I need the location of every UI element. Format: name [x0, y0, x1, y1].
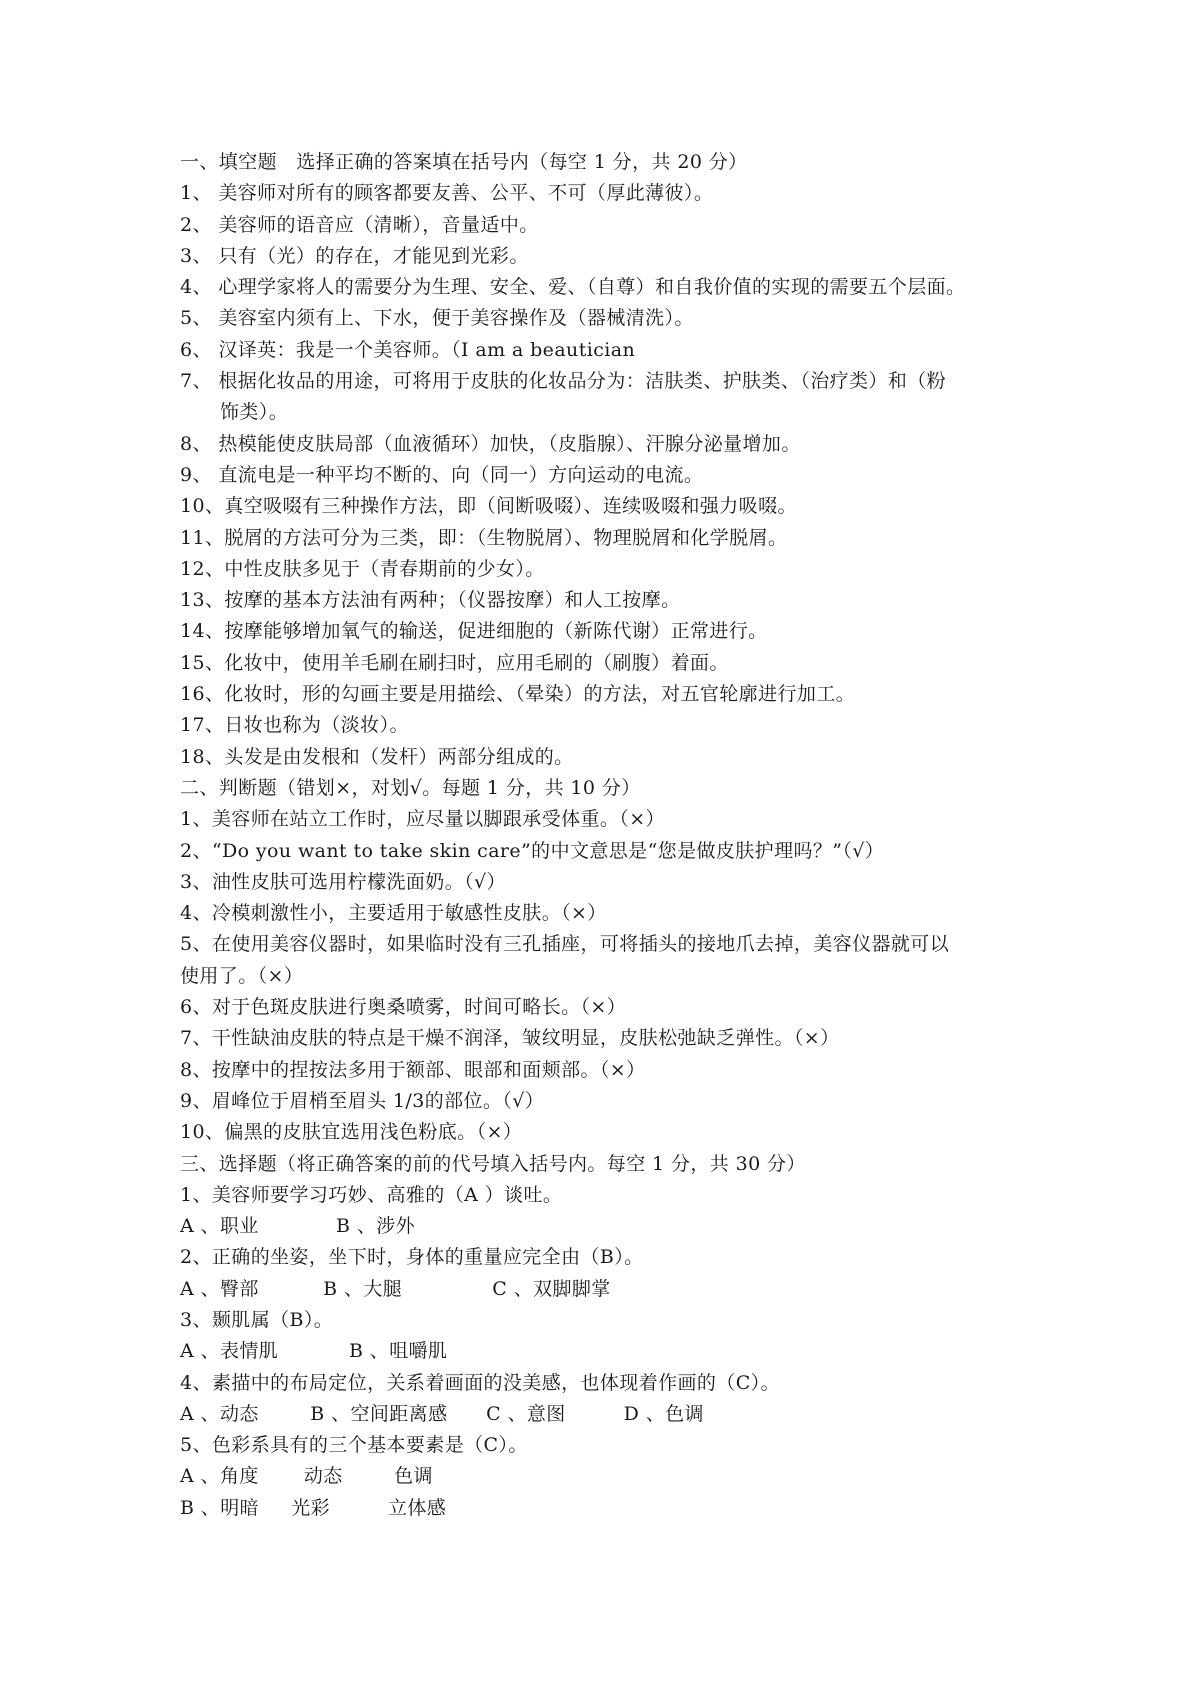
question-item: 6、对于色斑皮肤进行奥桑喷雾，时间可略长。（×） — [180, 996, 627, 1019]
question-item: 18、头发是由发根和（发杆）两部分组成的。 — [180, 745, 574, 768]
answer-options: A 、表情肌 B 、咀嚼肌 — [180, 1340, 448, 1363]
question-item: 1、美容师要学习巧妙、高雅的（A ）谈吐。 — [180, 1183, 563, 1206]
question-item: 5、 美容室内须有上、下水，便于美容操作及（器械清洗）。 — [180, 307, 694, 330]
question-item-continuation: 使用了。（×） — [180, 964, 304, 987]
question-item: 14、按摩能够增加氧气的输送，促进细胞的（新陈代谢）正常进行。 — [180, 620, 768, 643]
question-item: 11、脱屑的方法可分为三类，即：（生物脱屑）、物理脱屑和化学脱屑。 — [180, 526, 788, 549]
question-item: 16、化妆时，形的勾画主要是用描绘、（晕染）的方法，对五官轮廓进行加工。 — [180, 683, 856, 706]
question-item: 13、按摩的基本方法油有两种；（仪器按摩）和人工按摩。 — [180, 589, 681, 612]
question-item: 8、 热模能使皮肤局部（血液循环）加快，（皮脂腺）、汗腺分泌量增加。 — [180, 432, 801, 455]
answer-options: A 、职业 B 、涉外 — [180, 1215, 416, 1238]
question-item: 2、“Do you want to take skin care”的中文意思是“您是做皮肤护理吗？”（√） — [180, 839, 885, 862]
question-item: 4、冷模刺激性小，主要适用于敏感性皮肤。（×） — [180, 902, 607, 925]
question-item: 3、油性皮肤可选用柠檬洗面奶。（√） — [180, 870, 506, 893]
section-title-true-false: 二、判断题（错划×，对划√。每题 1 分，共 10 分） — [180, 776, 641, 799]
question-item: 5、色彩系具有的三个基本要素是（C）。 — [180, 1434, 528, 1457]
question-item: 15、化妆中，使用羊毛刷在刷扫时，应用毛刷的（刷腹）着面。 — [180, 651, 729, 674]
question-item: 6、 汉译英：我是一个美容师。（I am a beautician — [180, 338, 636, 361]
section-title-fill-in: 一、填空题 选择正确的答案填在括号内（每空 1 分，共 20 分） — [180, 151, 748, 173]
answer-options: A 、角度 动态 色调 — [180, 1465, 433, 1488]
answer-options: A 、臀部 B 、大腿 C 、双脚脚掌 — [180, 1277, 611, 1300]
question-item: 7、干性缺油皮肤的特点是干燥不润泽，皱纹明显，皮肤松弛缺乏弹性。（×） — [180, 1027, 840, 1050]
question-item: 3、颞肌属（B）。 — [180, 1308, 334, 1331]
question-item: 1、美容师在站立工作时，应尽量以脚跟承受体重。（×） — [180, 808, 665, 831]
question-item-continuation: 饰类）。 — [220, 401, 289, 424]
question-item: 4、 心理学家将人的需要分为生理、安全、爱、（自尊）和自我价值的实现的需要五个层面。 — [180, 276, 966, 299]
question-item: 1、 美容师对所有的顾客都要友善、公平、不可（厚此薄彼）。 — [180, 182, 714, 205]
question-item: 9、眉峰位于眉梢至眉头 1/3的部位。（√） — [180, 1089, 545, 1112]
question-item: 8、按摩中的捏按法多用于额部、眼部和面颊部。（×） — [180, 1058, 646, 1081]
question-item: 17、日妆也称为（淡妆）。 — [180, 714, 409, 737]
question-item: 2、 美容师的语音应（清晰），音量适中。 — [180, 213, 539, 236]
question-item: 4、素描中的布局定位，关系着画面的没美感，也体现着作画的（C）。 — [180, 1371, 780, 1394]
question-item: 3、 只有（光）的存在，才能见到光彩。 — [180, 244, 529, 267]
answer-options: B 、明暗 光彩 立体感 — [180, 1496, 447, 1519]
question-item: 10、真空吸啜有三种操作方法，即（间断吸啜）、连续吸啜和强力吸啜。 — [180, 495, 797, 518]
answer-options: A 、动态 B 、空间距离感 C 、意图 D 、色调 — [180, 1402, 704, 1425]
exam-content — [180, 147, 1040, 1524]
question-item: 12、中性皮肤多见于（青春期前的少女）。 — [180, 557, 545, 580]
question-item: 10、偏黑的皮肤宜选用浅色粉底。（×） — [180, 1121, 523, 1144]
question-item: 9、 直流电是一种平均不断的、向（同一）方向运动的电流。 — [180, 463, 704, 486]
section-title-multiple-choice: 三、选择题（将正确答案的前的代号填入括号内。每空 1 分，共 30 分） — [180, 1152, 806, 1175]
question-item: 2、正确的坐姿，坐下时，身体的重量应完全由（B）。 — [180, 1246, 644, 1269]
question-item: 5、在使用美容仪器时，如果临时没有三孔插座，可将插头的接地爪去掉，美容仪器就可以 — [180, 933, 950, 956]
question-item: 7、 根据化妆品的用途，可将用于皮肤的化妆品分为：洁肤类、护肤类、（治疗类）和（粉 — [180, 370, 947, 393]
